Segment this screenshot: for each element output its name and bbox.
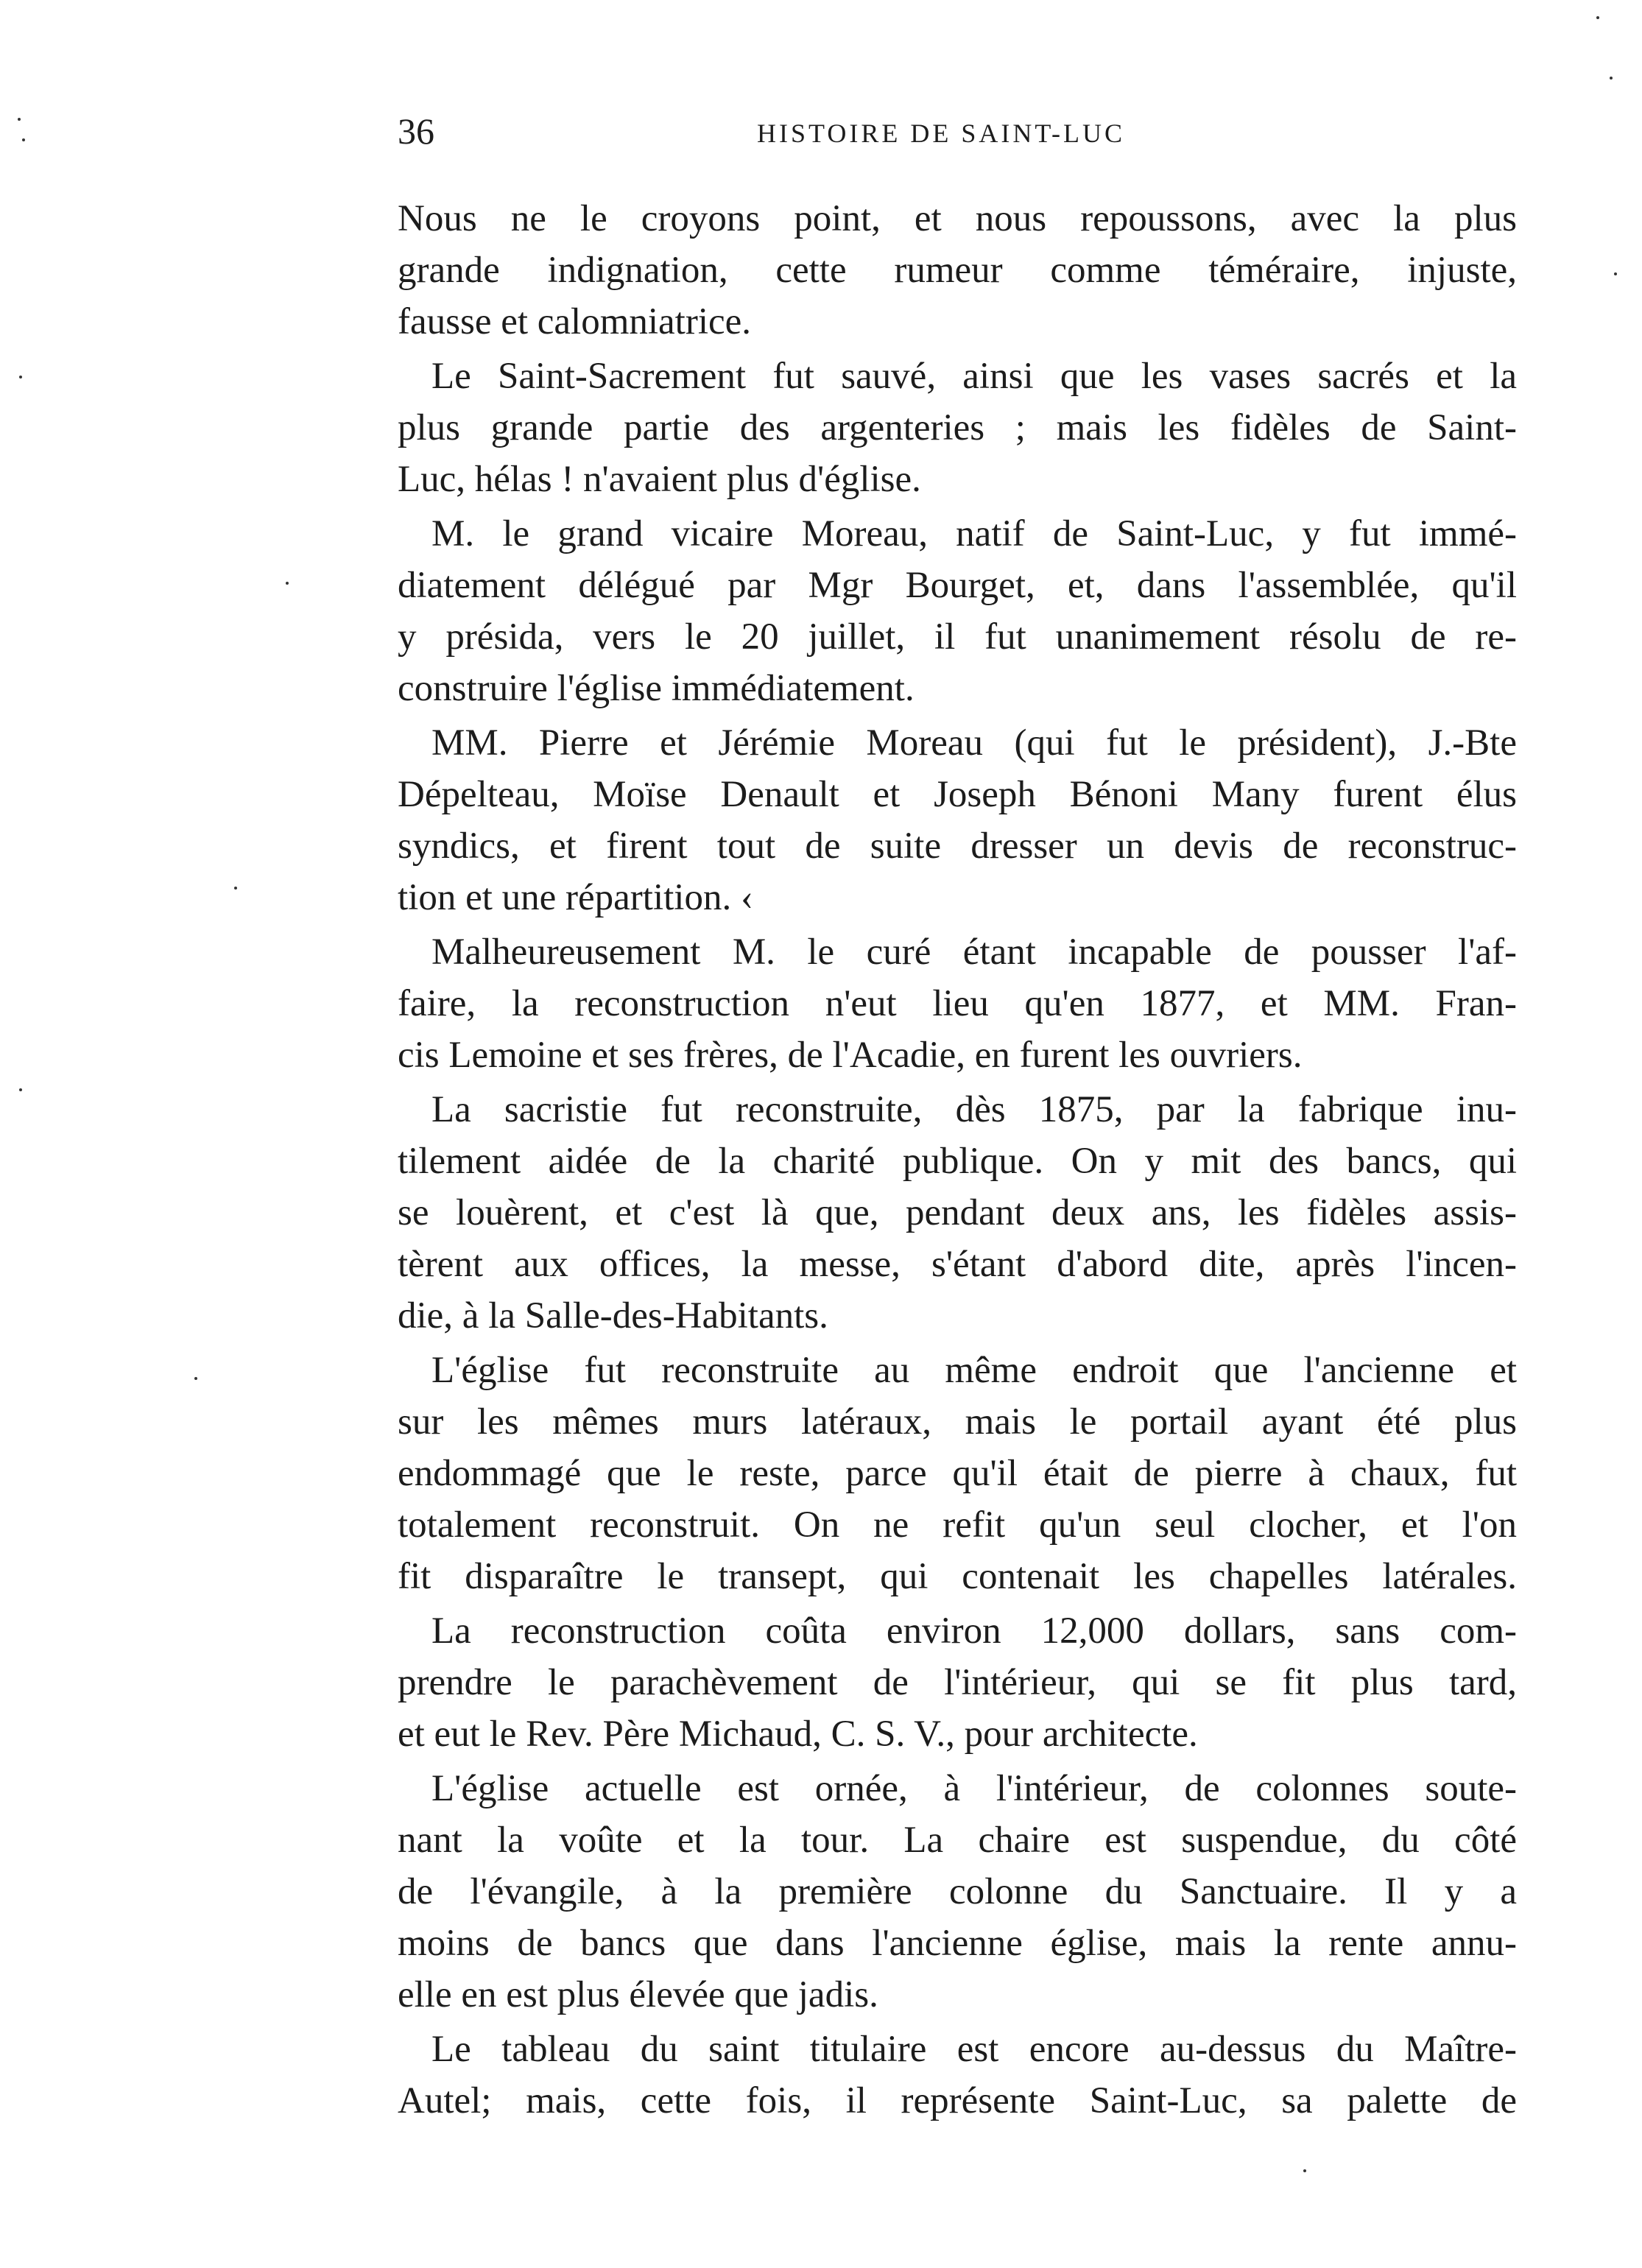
text-line: La sacristie fut reconstruite, dès 1875, par la fabrique inu- bbox=[431, 1089, 1517, 1130]
text-line: Le tableau du saint titulaire est encore au-dessus du Maître- bbox=[431, 2029, 1517, 2070]
text-line: Le Saint-Sacrement fut sauvé, ainsi que les vases sacrés et la bbox=[431, 356, 1517, 397]
running-head bbox=[398, 109, 1517, 168]
text-line: L'église actuelle est ornée, à l'intérieur, de colonnes soute- bbox=[431, 1768, 1517, 1809]
paragraph bbox=[398, 1084, 1517, 1342]
paragraph bbox=[398, 1345, 1517, 1602]
scan-speck bbox=[1303, 2169, 1306, 2172]
scan-speck bbox=[1614, 272, 1617, 275]
text-line: elle en est plus élevée que jadis. bbox=[398, 1974, 878, 2015]
paragraph bbox=[398, 1605, 1517, 1760]
text-line: grande indignation, cette rumeur comme téméraire, injuste, bbox=[398, 250, 1517, 291]
text-line: tilement aidée de la charité publique. On y mit des bancs, qui bbox=[398, 1141, 1517, 1182]
text-line: fit disparaître le transept, qui contenait les chapelles latérales. bbox=[398, 1556, 1517, 1597]
text-line: M. le grand vicaire Moreau, natif de Saint-Luc, y fut immé- bbox=[431, 513, 1517, 554]
text-line: se louèrent, et c'est là que, pendant deux ans, les fidèles assis- bbox=[398, 1192, 1517, 1233]
scan-speck bbox=[19, 1088, 22, 1091]
text-line: y présida, vers le 20 juillet, il fut unanimement résolu de re- bbox=[398, 616, 1517, 658]
page-number: 36 bbox=[398, 110, 434, 152]
scan-speck bbox=[19, 376, 22, 378]
text-line: nant la voûte et la tour. La chaire est suspendue, du côté bbox=[398, 1820, 1517, 1861]
paragraph bbox=[398, 351, 1517, 505]
text-line: endommagé que le reste, parce qu'il était de pierre à chaux, fut bbox=[398, 1453, 1517, 1494]
text-line: diatement délégué par Mgr Bourget, et, dans l'assemblée, qu'il bbox=[398, 565, 1517, 606]
scan-speck bbox=[1596, 16, 1599, 19]
text-line: Dépelteau, Moïse Denault et Joseph Bénoni Many furent élus bbox=[398, 774, 1517, 815]
text-line: moins de bancs que dans l'ancienne église, mais la rente annu- bbox=[398, 1923, 1517, 1964]
text-line: prendre le parachèvement de l'intérieur, qui se fit plus tard, bbox=[398, 1662, 1517, 1703]
paragraph bbox=[398, 1763, 1517, 2021]
running-title: HISTOIRE DE SAINT-LUC bbox=[757, 119, 1126, 148]
paragraph bbox=[398, 2024, 1517, 2127]
text-line: syndics, et firent tout de suite dresser un devis de reconstruc- bbox=[398, 825, 1517, 867]
text-line: L'église fut reconstruite au même endroit que l'ancienne et bbox=[431, 1350, 1517, 1391]
scan-speck bbox=[18, 118, 21, 121]
scan-speck bbox=[1610, 77, 1613, 80]
text-line: Nous ne le croyons point, et nous repoussons, avec la plus bbox=[398, 198, 1517, 239]
paragraph bbox=[398, 508, 1517, 714]
text-line: et eut le Rev. Père Michaud, C. S. V., pour architecte. bbox=[398, 1714, 1198, 1755]
text-line: construire l'église immédiatement. bbox=[398, 668, 915, 709]
scan-speck bbox=[22, 138, 25, 141]
text-line: plus grande partie des argenteries ; mais les fidèles de Saint- bbox=[398, 407, 1517, 448]
text-line: fausse et calomniatrice. bbox=[398, 301, 752, 342]
text-line: tion et une répartition. ‹ bbox=[398, 877, 753, 918]
text-line: die, à la Salle-des-Habitants. bbox=[398, 1295, 828, 1336]
text-line: Autel; mais, cette fois, il représente Saint-Luc, sa palette de bbox=[398, 2080, 1517, 2121]
text-line: de l'évangile, à la première colonne du Sanctuaire. Il y a bbox=[398, 1871, 1517, 1912]
paragraph bbox=[398, 193, 1517, 348]
text-line: tèrent aux offices, la messe, s'étant d'abord dite, après l'incen- bbox=[398, 1244, 1517, 1285]
text-line: Luc, hélas ! n'avaient plus d'église. bbox=[398, 459, 921, 500]
paragraph bbox=[398, 717, 1517, 923]
text-line: cis Lemoine et ses frères, de l'Acadie, en furent les ouvriers. bbox=[398, 1035, 1303, 1076]
text-line: faire, la reconstruction n'eut lieu qu'en 1877, et MM. Fran- bbox=[398, 983, 1517, 1024]
body-text bbox=[398, 193, 1517, 2130]
text-line: MM. Pierre et Jérémie Moreau (qui fut le président), J.-Bte bbox=[431, 722, 1517, 764]
scan-speck bbox=[194, 1377, 197, 1380]
paragraph bbox=[398, 926, 1517, 1081]
text-line: La reconstruction coûta environ 12,000 dollars, sans com- bbox=[431, 1610, 1517, 1652]
scan-speck bbox=[234, 887, 237, 890]
scan-speck bbox=[286, 582, 289, 585]
text-line: sur les mêmes murs latéraux, mais le portail ayant été plus bbox=[398, 1401, 1517, 1443]
text-line: totalement reconstruit. On ne refit qu'un seul clocher, et l'on bbox=[398, 1504, 1517, 1546]
text-line: Malheureusement M. le curé étant incapable de pousser l'af- bbox=[431, 932, 1517, 973]
